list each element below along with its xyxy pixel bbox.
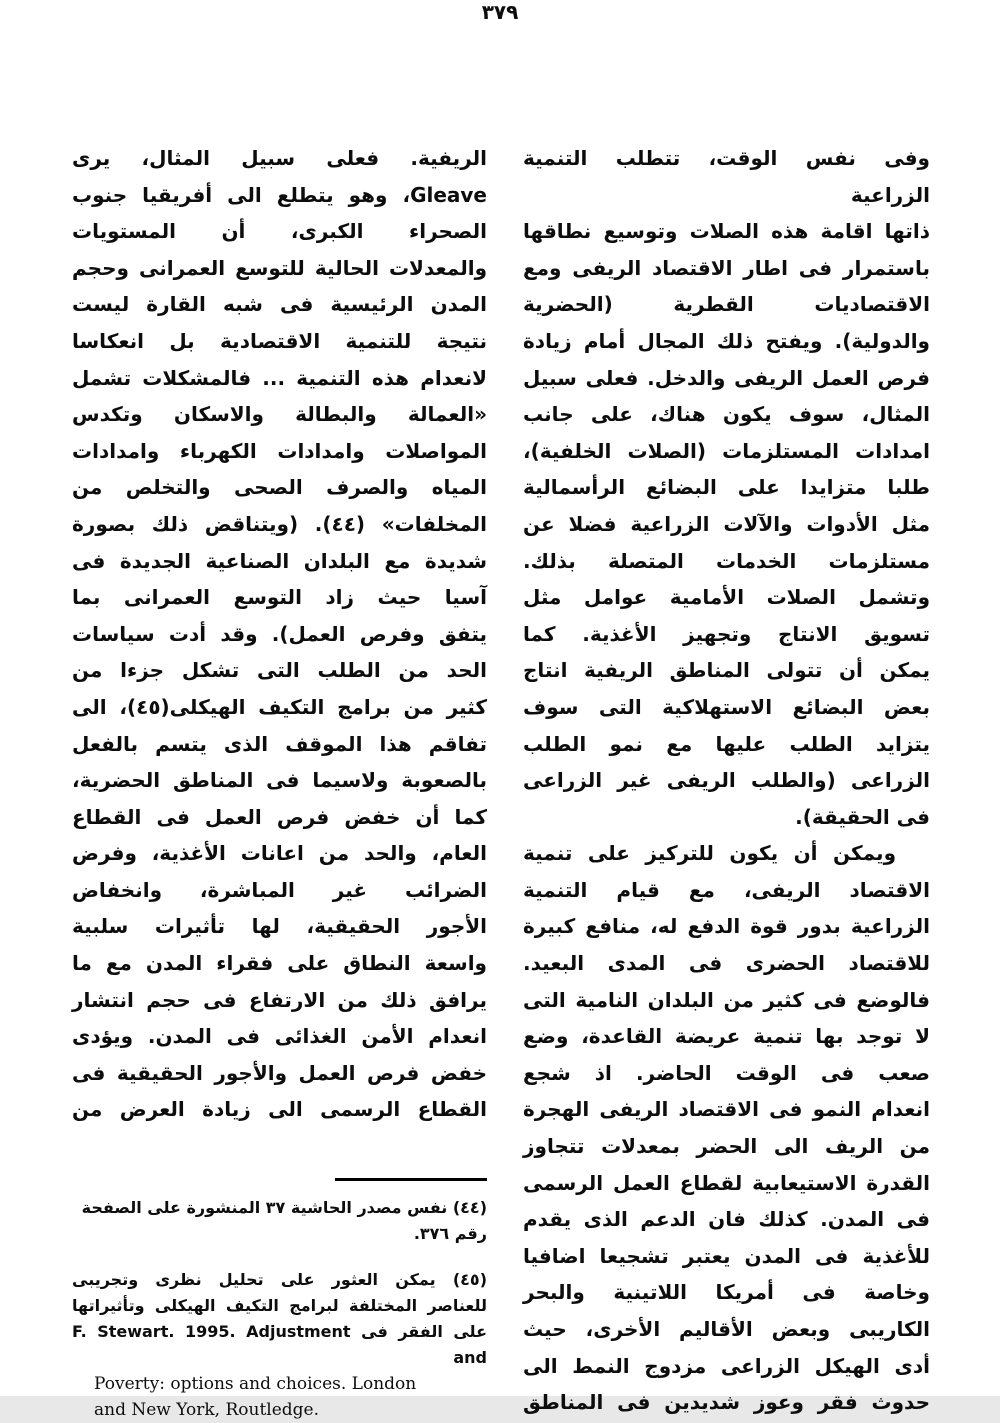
text-line: بعض البضائع الاستهلاكية التى سوف (523, 694, 930, 719)
text-line: للأغذية فى المدن يعتبر تشجيعا اضافيا (523, 1243, 930, 1268)
text-line: «العمالة والبطالة والاسكان وتكدس (72, 402, 487, 427)
text-line: نتيجة للتنمية الاقتصادية بل انعكاسا (72, 328, 487, 353)
text-line: الريفية. فعلى سبيل المثال، يرى (72, 146, 487, 170)
footnote-separator (335, 1178, 487, 1181)
text-line: يمكن أن تتولى المناطق الريفية انتاج (523, 658, 930, 683)
text-line: فرص العمل الريفى والدخل. فعلى سبيل (523, 365, 930, 390)
text-line: المخلفات» (٤٤). (ويتناقض ذلك بصورة (72, 511, 487, 536)
text-line: شديدة مع البلدان الصناعية الجديدة فى (72, 548, 487, 573)
footnote-45 (72, 1267, 487, 1423)
paragraph-left-1 (72, 140, 487, 1128)
text-line: يتفق وفرص العمل). وقد أدت سياسات (72, 621, 487, 646)
column-right (523, 140, 930, 1421)
text-line: تسويق الانتاج وتجهيز الأغذية. كما (523, 621, 930, 646)
text-line: Poverty: options and choices. London (94, 1374, 417, 1395)
text-line: على الفقر فى F. Stewart. 1995. Adjustment and (72, 1322, 488, 1368)
text-line: فى المدن. كذلك فان الدعم الذى يقدم (523, 1207, 930, 1232)
text-line: (٤٤) نفس مصدر الحاشية ٣٧ المنشورة على الصفحة (81, 1198, 487, 1218)
text-line: وفى نفس الوقت، تتطلب التنمية الزراعية (523, 146, 930, 207)
text-line: رقم ٣٧٦. (413, 1224, 487, 1244)
text-line: القطاع الرسمى الى زيادة العرض من (72, 1097, 487, 1122)
paragraph-right-1 (523, 140, 930, 835)
text-line: حدوث فقر وعوز شديدين فى المناطق (523, 1390, 930, 1415)
text-line: أدى الهيكل الزراعى مزدوج النمط الى (523, 1353, 930, 1378)
footnote-44 (72, 1195, 487, 1247)
text-line: الكاريبى وبعض الأقاليم الأخرى، حيث (523, 1317, 930, 1341)
text-line: المواصلات وامدادات الكهرباء وامدادات (72, 438, 487, 463)
text-line: لا توجد بها تنمية عريضة القاعدة، وضع (523, 1024, 930, 1049)
text-line: يتزايد الطلب عليها مع نمو الطلب (523, 731, 930, 756)
text-line: من الريف الى الحضر بمعدلات تتجاوز (523, 1134, 930, 1159)
text-line: المدن الرئيسية فى شبه القارة ليست (72, 292, 487, 317)
text-line: مستلزمات الخدمات المتصلة بذلك. (523, 548, 930, 573)
text-line: الزراعية بدور قوة الدفع له، منافع كبيرة (523, 914, 930, 939)
text-line: للاقتصاد الحضرى فى المدى البعيد. (523, 951, 930, 976)
text-line: فالوضع فى كثير من البلدان النامية التى (523, 987, 930, 1012)
text-line: كما أن خفض فرص العمل فى القطاع (72, 804, 487, 829)
text-line: الزراعى (والطلب الريفى غير الزراعى (523, 768, 930, 793)
text-line: الحد من الطلب التى تشكل جزءا من (72, 658, 487, 683)
text-line: وخاصة فى أمريكا اللاتينية والبحر (523, 1280, 930, 1305)
text-line: خفض فرص العمل والأجور الحقيقية فى (72, 1060, 487, 1085)
text-line: تفاقم هذا الموقف الذى يتسم بالفعل (72, 731, 487, 756)
text-line: والدولية). ويفتح ذلك المجال أمام زيادة (523, 328, 930, 353)
text-line: and New York, Routledge. (94, 1400, 320, 1421)
text-line: آسيا حيث زاد التوسع العمرانى بما (72, 585, 487, 610)
text-line: يرافق ذلك من الارتفاع فى حجم انتشار (72, 987, 487, 1012)
paragraph-right-2 (523, 835, 930, 1421)
text-line: وتشمل الصلات الأمامية عوامل مثل (523, 585, 930, 610)
text-line: انعدام النمو فى الاقتصاد الريفى الهجرة (523, 1097, 930, 1122)
text-line: انعدام الأمن الغذائى فى المدن. ويؤدى (72, 1024, 487, 1049)
text-line: ويمكن أن يكون للتركيز على تنمية (523, 841, 896, 866)
text-line: الصحراء الكبرى، أن المستويات (72, 219, 487, 244)
text-line: مثل الأدوات والآلات الزراعية فضلا عن (523, 511, 930, 536)
text-line: صعب فى الوقت الحاضر. اذ شجع (523, 1060, 930, 1085)
text-line: واسعة النطاق على فقراء المدن مع ما (72, 951, 487, 976)
text-line: الاقتصاد الريفى، مع قيام التنمية (523, 877, 930, 902)
page-number: ٣٧٩ (481, 0, 519, 24)
text-line: الاقتصاديات القطرية (الحضرية (523, 292, 930, 317)
text-line: كثير من برامج التكيف الهيكلى(٤٥)، الى (72, 694, 487, 719)
text-line: طلبا متزايدا على البضائع الرأسمالية (523, 475, 930, 500)
text-line: المثال، سوف يكون هناك، على جانب (523, 402, 930, 427)
text-line: والمعدلات الحالية للتوسع العمرانى وحجم (72, 255, 487, 280)
text-line: لانعدام هذه التنمية ... فالمشكلات تشمل (72, 365, 487, 390)
column-left (72, 140, 487, 1423)
text-line: للعناصر المختلفة لبرامج التكيف الهيكلى وتأثيراتها (72, 1296, 487, 1316)
text-line: بالصعوبة ولاسيما فى المناطق الحضرية، (72, 768, 487, 793)
text-line: الأجور الحقيقية، لها تأثيرات سلبية (72, 914, 487, 939)
text-line: Gleave، وهو يتطلع الى أفريقيا جنوب (72, 182, 487, 207)
text-line: ذاتها اقامة هذه الصلات وتوسيع نطاقها (523, 219, 930, 244)
text-line: العام، والحد من اعانات الأغذية، وفرض (72, 841, 487, 866)
text-line: امدادات المستلزمات (الصلات الخلفية)، (523, 438, 930, 463)
text-line: فى الحقيقة). (795, 804, 930, 829)
text-line: الضرائب غير المباشرة، وانخفاض (72, 877, 487, 902)
text-line: باستمرار فى اطار الاقتصاد الريفى ومع (523, 255, 930, 280)
text-line: المياه والصرف الصحى والتخلص من (72, 475, 487, 500)
text-line: (٤٥) يمكن العثور على تحليل نظرى وتجريبى (72, 1270, 487, 1290)
text-line: القدرة الاستيعابية لقطاع العمل الرسمى (523, 1170, 930, 1195)
